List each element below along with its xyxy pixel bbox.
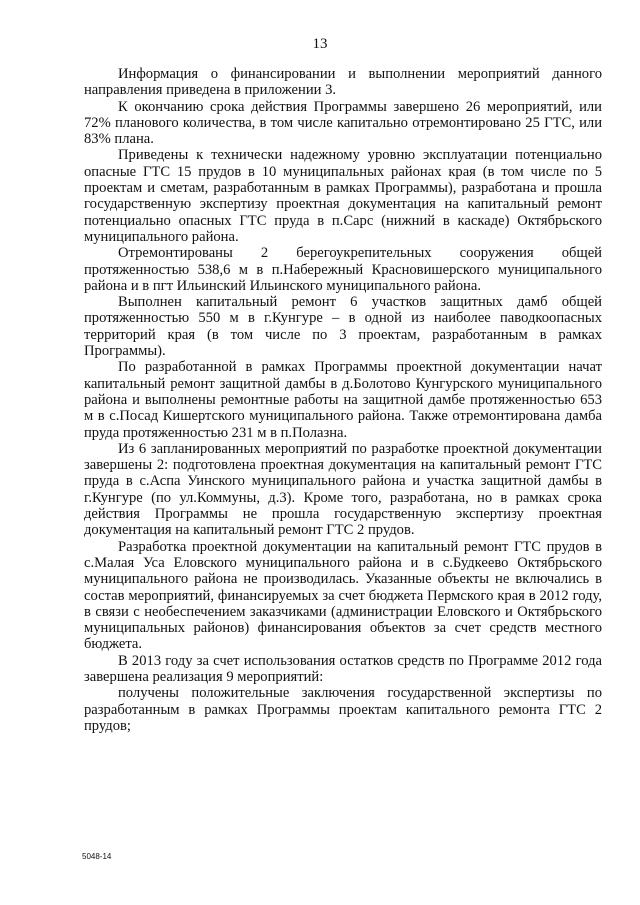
paragraph-bank-protection: Отремонтированы 2 берегоукрепительных сооружения общей протяженностью 538,6 м в п.Набережный Красновишерского муниципального района и в пгт Ильинский Ильинского муниципального района. <box>84 245 602 294</box>
paragraph-kungur-dams: Выполнен капитальный ремонт 6 участков защитных дамб общей протяженностью 550 м в г.Кунгуре – в одной из наиболее паводкоопасных территорий края (в том числе по 3 проектам, разработанным в рамках Программы). <box>84 294 602 360</box>
paragraph-financing-info: Информация о финансировании и выполнении мероприятий данного направления приведена в приложении 3. <box>84 66 602 99</box>
page-number: 13 <box>312 36 328 52</box>
paragraph-not-developed: Разработка проектной документации на капитальный ремонт ГТС прудов в с.Малая Уса Еловского муниципального района и в с.Будкеево Октябрьского муниципального района не производилась. Указанные объекты не включались в состав мероприятий, финансируемых за счет бюджета Пермского края в 2012 году, в связи с необеспечением заказчиками (администрации Еловского и Октябрьского муниципальных районов) финансирования объектов за счет средств местного бюджета. <box>84 538 602 653</box>
paragraph-project-documentation: Из 6 запланированных мероприятий по разработке проектной документации завершены 2: подготовлена проектная документация на капитальный ремонт ГТС пруда в с.Аспа Уинского муниципального района и участка защитной дамбы в г.Кунгуре (по ул.Коммуны, д.3). Кроме того, разработана, но в рамках срока действия Программы не прошла государственную экспертизу проектная документация на капитальный ремонт ГТС 2 прудов. <box>84 440 602 539</box>
document-body <box>84 66 602 734</box>
paragraph-expert-conclusions: получены положительные заключения государственной экспертизы по разработанным в рамках Программы проектам капитального ремонта ГТС 2 прудов; <box>84 685 602 734</box>
document-code: 5048-14 <box>82 852 112 861</box>
paragraph-2013-activities: В 2013 году за счет использования остатков средств по Программе 2012 года завершена реализация 9 мероприятий: <box>84 652 602 685</box>
paragraph-ponds-repair: Приведены к технически надежному уровню эксплуатации потенциально опасные ГТС 15 прудов в 10 муниципальных районах края (в том числе по 5 проектам и сметам, разработанным в рамках Программы), разработана и прошла государственную экспертизу проектная документация на капитальный ремонт потенциально опасных ГТС пруда в п.Сарс (нижний в каскаде) Октябрьского муниципального района. <box>84 147 602 245</box>
paragraph-completed-activities: К окончанию срока действия Программы завершено 26 мероприятий, или 72% планового количества, в том числе капитально отремонтировано 25 ГТС, или 83% плана. <box>84 98 602 148</box>
paragraph-bolotovo-dam: По разработанной в рамках Программы проектной документации начат капитальный ремонт защитной дамбы в д.Болотово Кунгурского муниципального района и выполнены ремонтные работы на защитной дамбе протяженностью 653 м в с.Посад Кишертского муниципального района. Также отремонтирована дамба пруда протяженностью 231 м в п.Полазна. <box>84 359 602 441</box>
